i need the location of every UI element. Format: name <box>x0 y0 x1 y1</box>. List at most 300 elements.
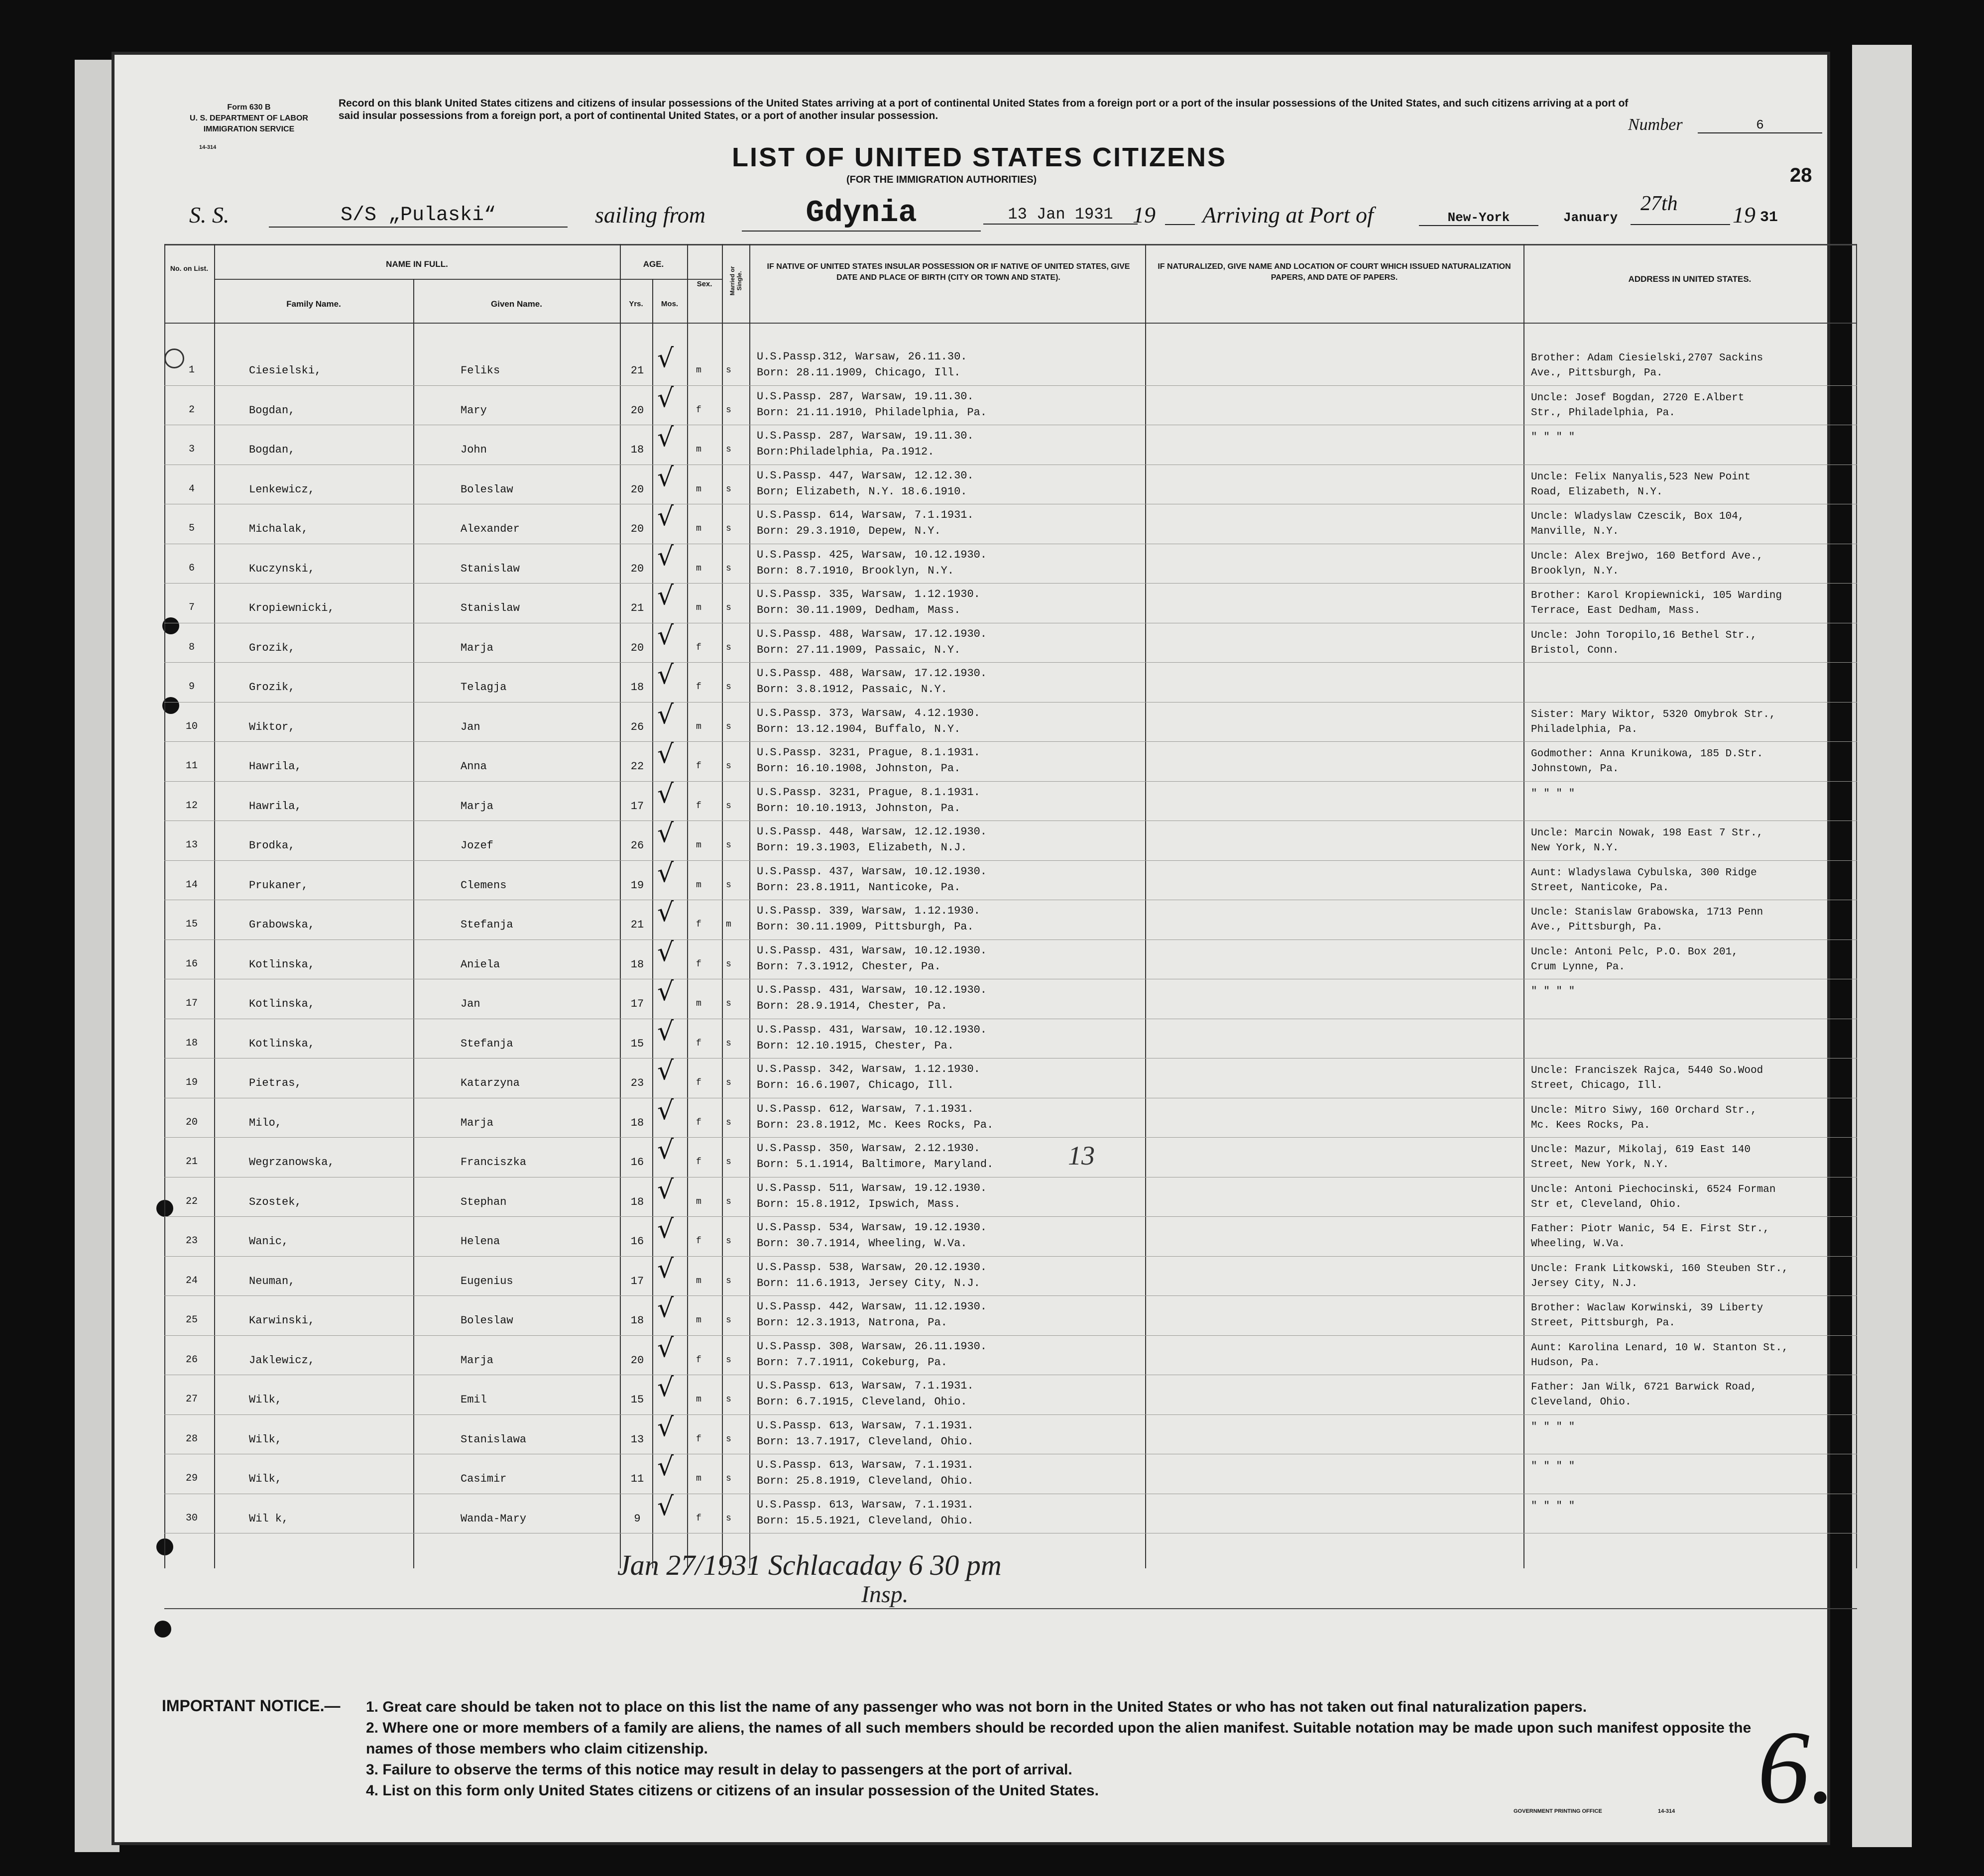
address-line-1: Uncle: Frank Litkowski, 160 Steuben Str., <box>1531 1263 1788 1275</box>
age-years: 18 <box>630 1314 644 1327</box>
birth-info: Born: 13.12.1904, Buffalo, N.Y. <box>757 722 961 735</box>
birth-info: Born: 21.11.1910, Philadelphia, Pa. <box>757 406 987 419</box>
age-years: 20 <box>630 641 644 654</box>
header-years: Yrs. <box>629 300 643 308</box>
arrival-year: 31 <box>1760 209 1778 226</box>
birth-info: Born:Philadelphia, Pa.1912. <box>757 446 934 458</box>
given-name: Marja <box>461 1116 494 1129</box>
page-edge-left <box>75 60 119 1852</box>
sex: m <box>696 524 701 534</box>
marital-status: s <box>726 1315 731 1325</box>
family-name: Lenkewicz, <box>249 483 315 496</box>
row-number: 16 <box>185 958 198 970</box>
given-name: Stanislawa <box>461 1433 527 1446</box>
given-name: Stephan <box>461 1195 507 1208</box>
birth-info: Born: 15.5.1921, Cleveland, Ohio. <box>757 1514 974 1527</box>
marital-status: s <box>726 1434 731 1444</box>
given-name: Katarzyna <box>461 1077 520 1089</box>
age-months-check-mark: √ <box>657 1452 674 1482</box>
age-years: 16 <box>630 1156 644 1169</box>
age-years: 17 <box>630 1275 644 1288</box>
family-name: Kropiewnicki, <box>249 602 335 614</box>
row-number: 7 <box>188 602 195 613</box>
address-line-1: Aunt: Karolina Lenard, 10 W. Stanton St., <box>1531 1342 1788 1354</box>
family-name: Grozik, <box>249 681 295 694</box>
address-line-1: Father: Piotr Wanic, 54 E. First Str., <box>1531 1223 1769 1235</box>
sheet-number-handwritten: 6. <box>1757 1710 1836 1825</box>
row-number: 12 <box>185 800 198 812</box>
sex: m <box>696 1474 701 1484</box>
passport-info: U.S.Passp. 339, Warsaw, 1.12.1930. <box>757 905 980 917</box>
col-line <box>214 244 215 1568</box>
family-name: Jaklewicz, <box>249 1354 315 1367</box>
col-line <box>164 244 165 1568</box>
birth-info: Born: 5.1.1914, Baltimore, Maryland. <box>757 1158 994 1171</box>
family-name: Wilk, <box>249 1394 282 1406</box>
row-number: 3 <box>188 444 195 455</box>
margin-number: 13 <box>1068 1141 1095 1171</box>
given-name: Eugenius <box>461 1275 513 1288</box>
age-years: 18 <box>630 1195 644 1208</box>
address-line-1: Uncle: Antoni Pelc, P.O. Box 201, <box>1531 946 1738 958</box>
table-row-divider <box>164 1216 1857 1217</box>
age-months-check-mark: √ <box>657 462 674 492</box>
passport-info: U.S.Passp. 613, Warsaw, 7.1.1931. <box>757 1498 974 1511</box>
birth-info: Born: 3.8.1912, Passaic, N.Y. <box>757 683 947 696</box>
passport-info: U.S.Passp. 350, Warsaw, 2.12.1930. <box>757 1142 980 1155</box>
marital-status: s <box>726 999 731 1009</box>
passport-info: U.S.Passp. 488, Warsaw, 17.12.1930. <box>757 627 987 640</box>
passport-info: U.S.Passp. 431, Warsaw, 10.12.1930. <box>757 1023 987 1036</box>
page-number: 28 <box>1790 164 1812 186</box>
age-months-check-mark: √ <box>657 779 674 809</box>
age-months-check-mark: √ <box>657 1016 674 1047</box>
table-row-divider <box>164 385 1857 386</box>
row-number: 19 <box>185 1077 198 1088</box>
age-months-check-mark: √ <box>657 937 674 967</box>
birth-info: Born: 28.11.1909, Chicago, Ill. <box>757 366 961 379</box>
age-years: 17 <box>630 800 644 813</box>
given-name: Jan <box>461 720 480 733</box>
sex: m <box>696 445 701 455</box>
age-years: 18 <box>630 681 644 694</box>
marital-status: s <box>726 761 731 771</box>
family-name: Milo, <box>249 1116 282 1129</box>
given-name: Wanda-Mary <box>461 1512 527 1525</box>
age-years: 21 <box>630 919 644 931</box>
notice-divider <box>164 1608 1857 1609</box>
col-line <box>687 244 688 1568</box>
address-line-2: Bristol, Conn. <box>1531 644 1619 656</box>
given-name: Boleslaw <box>461 483 513 496</box>
address-line-2: Street, Nanticoke, Pa. <box>1531 882 1669 894</box>
address-line-1: Brother: Adam Ciesielski,2707 Sackins <box>1531 352 1763 364</box>
page-edge-right <box>1852 45 1912 1847</box>
row-number: 8 <box>188 641 195 653</box>
address-line-2: Hudson, Pa. <box>1531 1357 1600 1369</box>
table-row-divider <box>164 939 1857 940</box>
printer-name: GOVERNMENT PRINTING OFFICE <box>1514 1808 1602 1814</box>
age-months-check-mark: √ <box>657 858 674 888</box>
age-months-check-mark: √ <box>657 1293 674 1323</box>
col-line <box>722 244 723 1568</box>
age-years: 20 <box>630 404 644 417</box>
age-years: 13 <box>630 1433 644 1446</box>
marital-status: s <box>726 840 731 850</box>
age-months-check-mark: √ <box>657 1373 674 1403</box>
table-row-divider <box>164 741 1857 742</box>
marital-status: s <box>726 1513 731 1524</box>
passport-info: U.S.Passp. 431, Warsaw, 10.12.1930. <box>757 944 987 957</box>
form-instructions: Record on this blank United States citizens and citizens of insular possessions of the United States arriving at a port of continental United States from a foreign port or a port of the insular possessions of the United States, and such citizens arriving at a port of said insular possessions from a foreign port, a port of continental United States, or a port of another insular possession. <box>339 98 1629 121</box>
given-name: Franciszka <box>461 1156 527 1169</box>
table-top-border <box>164 244 1857 245</box>
sex: m <box>696 1276 701 1286</box>
row-number: 28 <box>185 1433 198 1445</box>
birth-info: Born: 23.8.1912, Mc. Kees Rocks, Pa. <box>757 1118 994 1131</box>
sex: m <box>696 840 701 850</box>
age-years: 22 <box>630 760 644 773</box>
table-row-divider <box>164 1256 1857 1257</box>
table-row-divider <box>164 860 1857 861</box>
marital-status: s <box>726 721 731 732</box>
age-years: 11 <box>630 1473 644 1485</box>
sex: f <box>696 1157 701 1167</box>
row-number: 29 <box>185 1473 198 1484</box>
row-number: 27 <box>185 1394 198 1405</box>
marital-status: s <box>726 405 731 415</box>
sex: f <box>696 1038 701 1049</box>
age-years: 23 <box>630 1077 644 1089</box>
sex: m <box>696 563 701 574</box>
marital-status: s <box>726 1157 731 1167</box>
age-months-check-mark: √ <box>657 1135 674 1165</box>
address-line-1: Uncle: Wladyslaw Czescik, Box 104, <box>1531 511 1745 522</box>
age-months-check-mark: √ <box>657 1174 674 1205</box>
passport-info: U.S.Passp. 287, Warsaw, 19.11.30. <box>757 390 974 403</box>
row-number: 10 <box>185 720 198 732</box>
table-row-divider <box>164 583 1857 584</box>
row-number: 20 <box>185 1116 198 1128</box>
birth-info: Born: 30.11.1909, Dedham, Mass. <box>757 604 961 616</box>
passport-info: U.S.Passp. 437, Warsaw, 10.12.1930. <box>757 865 987 878</box>
sex: f <box>696 682 701 692</box>
row-number: 22 <box>185 1195 198 1207</box>
given-name: Stefanja <box>461 919 513 931</box>
address-line-1: " " " " <box>1531 986 1575 997</box>
notice-item: 4. List on this form only United States citizens or citizens of an insular possession of the United States. <box>366 1782 1099 1799</box>
row-number: 14 <box>185 879 198 891</box>
family-name: Wanic, <box>249 1235 289 1248</box>
age-years: 20 <box>630 562 644 575</box>
service-name: IMMIGRATION SERVICE <box>203 125 295 133</box>
address-line-1: " " " " <box>1531 1421 1575 1433</box>
address-line-1: " " " " <box>1531 1461 1575 1472</box>
year-blank <box>1165 224 1195 225</box>
address-line-2: Wheeling, W.Va. <box>1531 1238 1626 1250</box>
row-number: 24 <box>185 1275 198 1287</box>
age-months-check-mark: √ <box>657 502 674 532</box>
passport-info: U.S.Passp. 287, Warsaw, 19.11.30. <box>757 430 974 442</box>
sex: f <box>696 1434 701 1444</box>
family-name: Wegrzanowska, <box>249 1156 335 1169</box>
address-line-1: " " " " <box>1531 788 1575 800</box>
passport-info: U.S.Passp. 614, Warsaw, 7.1.1931. <box>757 509 974 521</box>
birth-info: Born: 30.7.1914, Wheeling, W.Va. <box>757 1237 967 1250</box>
address-line-2: Str., Philadelphia, Pa. <box>1531 407 1675 419</box>
given-name: John <box>461 444 487 456</box>
row-number: 21 <box>185 1156 198 1168</box>
header-months: Mos. <box>661 300 679 308</box>
birth-info: Born: 8.7.1910, Brooklyn, N.Y. <box>757 564 954 577</box>
header-given-name: Given Name. <box>491 299 542 309</box>
passport-info: U.S.Passp. 447, Warsaw, 12.12.30. <box>757 469 974 482</box>
birth-info: Born: 16.10.1908, Johnston, Pa. <box>757 762 961 775</box>
given-name: Emil <box>461 1394 487 1406</box>
table-row-divider <box>164 1295 1857 1296</box>
family-name: Bogdan, <box>249 404 295 417</box>
address-line-1: " " " " <box>1531 432 1575 443</box>
arrival-year-prefix: 19 <box>1733 202 1755 228</box>
birth-info: Born: 10.10.1913, Johnston, Pa. <box>757 802 961 815</box>
birth-info: Born: 28.9.1914, Chester, Pa. <box>757 1000 947 1012</box>
age-years: 20 <box>630 523 644 535</box>
marital-status: s <box>726 365 731 375</box>
address-line-2: Cleveland, Ohio. <box>1531 1397 1632 1408</box>
passport-info: U.S.Passp.312, Warsaw, 26.11.30. <box>757 351 967 363</box>
row-number: 15 <box>185 919 198 930</box>
col-line <box>1523 244 1524 1568</box>
notice-item: 3. Failure to observe the terms of this notice may result in delay to passengers at the port of arrival. <box>366 1761 1072 1778</box>
address-line-2: Street, New York, N.Y. <box>1531 1159 1669 1171</box>
address-line-2: Jersey City, N.J. <box>1531 1278 1638 1290</box>
family-name: Michalak, <box>249 523 308 535</box>
birth-info: Born: 12.10.1915, Chester, Pa. <box>757 1039 954 1052</box>
marital-status: s <box>726 880 731 890</box>
family-name: Wiktor, <box>249 720 295 733</box>
age-months-check-mark: √ <box>657 383 674 413</box>
given-name: Marja <box>461 800 494 813</box>
row-number: 25 <box>185 1314 198 1326</box>
marital-status: s <box>726 1474 731 1484</box>
address-line-2: Philadelphia, Pa. <box>1531 723 1638 735</box>
sex: m <box>696 1315 701 1325</box>
marital-status: m <box>726 920 731 930</box>
header-address: ADDRESS IN UNITED STATES. <box>1628 274 1751 284</box>
birth-info: Born: 23.8.1911, Nanticoke, Pa. <box>757 881 961 894</box>
age-years: 21 <box>630 364 644 377</box>
passport-info: U.S.Passp. 342, Warsaw, 1.12.1930. <box>757 1063 980 1075</box>
age-months-check-mark: √ <box>657 898 674 928</box>
age-months-check-mark: √ <box>657 581 674 611</box>
passport-info: U.S.Passp. 534, Warsaw, 19.12.1930. <box>757 1221 987 1234</box>
sex: f <box>696 920 701 930</box>
address-line-1: Uncle: Mazur, Mikolaj, 619 East 140 <box>1531 1144 1751 1156</box>
row-number: 9 <box>188 681 195 693</box>
age-months-check-mark: √ <box>657 541 674 572</box>
header-sex: Sex. <box>697 280 712 288</box>
address-line-2: Street, Chicago, Ill. <box>1531 1080 1663 1091</box>
family-name: Bogdan, <box>249 444 295 456</box>
birth-info: Born: 25.8.1919, Cleveland, Ohio. <box>757 1475 974 1487</box>
passport-info: U.S.Passp. 448, Warsaw, 12.12.1930. <box>757 825 987 838</box>
marital-status: s <box>726 959 731 969</box>
family-name: Ciesielski, <box>249 364 322 377</box>
departure-port: Gdynia <box>742 195 981 232</box>
passport-info: U.S.Passp. 3231, Prague, 8.1.1931. <box>757 746 980 759</box>
address-line-1: Father: Jan Wilk, 6721 Barwick Road, <box>1531 1382 1757 1393</box>
address-line-1: Godmother: Anna Krunikowa, 185 D.Str. <box>1531 748 1763 760</box>
age-years: 20 <box>630 483 644 496</box>
age-years: 15 <box>630 1037 644 1050</box>
birth-info: Born: 7.7.1911, Cokeburg, Pa. <box>757 1356 947 1369</box>
address-line-1: Uncle: Felix Nanyalis,523 New Point <box>1531 471 1751 483</box>
number-value: 6 <box>1698 117 1822 133</box>
marital-status: s <box>726 682 731 692</box>
address-line-2: Street, Pittsburgh, Pa. <box>1531 1317 1675 1329</box>
header-birthplace: IF NATIVE OF UNITED STATES INSULAR POSSESSION OR IF NATIVE OF UNITED STATES, GIVE DATE AND PLACE OF BIRTH (CITY OR TOWN AND STATE). <box>767 262 1130 282</box>
sex: m <box>696 999 701 1009</box>
age-years: 26 <box>630 839 644 852</box>
marital-status: s <box>726 1395 731 1405</box>
family-name: Prukaner, <box>249 879 308 892</box>
family-name: Grozik, <box>249 641 295 654</box>
marital-status: s <box>726 524 731 534</box>
col-line <box>1856 244 1857 1568</box>
age-years: 20 <box>630 1354 644 1367</box>
given-name: Feliks <box>461 364 500 377</box>
col-line <box>749 244 750 1568</box>
age-months-check-mark: √ <box>657 1214 674 1244</box>
department-name: U. S. DEPARTMENT OF LABOR <box>190 114 308 122</box>
sex: m <box>696 365 701 375</box>
marital-status: s <box>726 1236 731 1246</box>
given-name: Alexander <box>461 523 520 535</box>
given-name: Jan <box>461 998 480 1010</box>
sex: m <box>696 484 701 494</box>
sex: f <box>696 642 701 653</box>
given-name: Stanislaw <box>461 562 520 575</box>
notice-item: 2. Where one or more members of a family are aliens, the names of all such members should be recorded upon the alien manifest. Suitable notation may be made upon such manifest opposite the names of those members who claim citizenship. <box>366 1720 1751 1757</box>
address-line-2: Brooklyn, N.Y. <box>1531 565 1619 577</box>
birth-info: Born: 13.7.1917, Cleveland, Ohio. <box>757 1435 974 1448</box>
birth-info: Born: 6.7.1915, Cleveland, Ohio. <box>757 1396 967 1408</box>
header-age: AGE. <box>643 259 664 269</box>
family-name: Kotlinska, <box>249 1037 315 1050</box>
age-years: 18 <box>630 958 644 971</box>
passport-info: U.S.Passp. 308, Warsaw, 26.11.1930. <box>757 1340 987 1353</box>
address-line-1: Uncle: Mitro Siwy, 160 Orchard Str., <box>1531 1104 1757 1116</box>
arrival-month: January <box>1563 210 1618 225</box>
passport-info: U.S.Passp. 511, Warsaw, 19.12.1930. <box>757 1181 987 1194</box>
inspector-signature: Jan 27/1931 Schlacaday 6 30 pm <box>617 1549 1002 1581</box>
family-name: Wil k, <box>249 1512 289 1525</box>
birth-info: Born: 7.3.1912, Chester, Pa. <box>757 960 941 973</box>
age-months-check-mark: √ <box>657 1254 674 1284</box>
header-naturalization: IF NATURALIZED, GIVE NAME AND LOCATION OF COURT WHICH ISSUED NATURALIZATION PAPERS, AND DATE OF PAPERS. <box>1158 262 1511 282</box>
address-line-2: Johnstown, Pa. <box>1531 763 1619 775</box>
given-name: Jozef <box>461 839 494 852</box>
arrival-day: 27th <box>1640 192 1678 215</box>
row-number: 2 <box>188 404 195 416</box>
table-row-divider <box>164 1335 1857 1336</box>
family-name: Wilk, <box>249 1473 282 1485</box>
address-line-1: Sister: Mary Wiktor, 5320 Omybrok Str., <box>1531 708 1776 720</box>
family-name: Karwinski, <box>249 1314 315 1327</box>
marital-status: s <box>726 1078 731 1088</box>
sex: f <box>696 1236 701 1246</box>
passport-info: U.S.Passp. 431, Warsaw, 10.12.1930. <box>757 984 987 996</box>
birth-info: Born: 11.6.1913, Jersey City, N.J. <box>757 1277 980 1290</box>
sex: f <box>696 405 701 415</box>
age-years: 21 <box>630 602 644 614</box>
address-line-1: Aunt: Wladyslawa Cybulska, 300 Ridge <box>1531 867 1757 879</box>
given-name: Marja <box>461 641 494 654</box>
address-line-1: Uncle: Antoni Piechocinski, 6524 Forman <box>1531 1183 1776 1195</box>
row-number: 17 <box>185 998 198 1009</box>
given-name: Casimir <box>461 1473 507 1485</box>
family-name: Szostek, <box>249 1195 302 1208</box>
birth-info: Born: 19.3.1903, Elizabeth, N.J. <box>757 841 967 854</box>
row-number: 30 <box>185 1512 198 1524</box>
family-name: Kotlinska, <box>249 958 315 971</box>
age-months-check-mark: √ <box>657 977 674 1007</box>
given-name: Mary <box>461 404 487 417</box>
age-months-check-mark: √ <box>657 1333 674 1363</box>
arrival-port: New-York <box>1419 210 1538 226</box>
given-name: Stanislaw <box>461 602 520 614</box>
age-months-check-mark: √ <box>657 739 674 769</box>
address-line-1: Brother: Karol Kropiewnicki, 105 Warding <box>1531 590 1782 601</box>
address-line-2: Ave., Pittsburgh, Pa. <box>1531 367 1663 379</box>
family-name: Kotlinska, <box>249 998 315 1010</box>
birth-info: Born: 16.6.1907, Chicago, Ill. <box>757 1079 954 1091</box>
age-years: 19 <box>630 879 644 892</box>
age-months-check-mark: √ <box>657 660 674 690</box>
age-months-check-mark: √ <box>657 423 674 453</box>
form-title: LIST OF UNITED STATES CITIZENS <box>732 142 1227 172</box>
age-years: 18 <box>630 444 644 456</box>
family-name: Hawrila, <box>249 800 302 813</box>
row-number: 23 <box>185 1235 198 1247</box>
table-row-divider <box>164 781 1857 782</box>
address-line-1: Uncle: Alex Brejwo, 160 Betford Ave., <box>1531 550 1763 562</box>
sex: f <box>696 801 701 811</box>
address-line-1: Uncle: Josef Bogdan, 2720 E.Albert <box>1531 392 1745 404</box>
age-months-check-mark: √ <box>657 1412 674 1442</box>
row-number: 26 <box>185 1354 198 1366</box>
departure-date: 13 Jan 1931 <box>983 205 1138 225</box>
age-months-check-mark: √ <box>657 1095 674 1126</box>
family-name: Kuczynski, <box>249 562 315 575</box>
family-name: Grabowska, <box>249 919 315 931</box>
sex: m <box>696 721 701 732</box>
arrival-day-line <box>1631 224 1730 225</box>
ship-name: S/S „Pulaski“ <box>269 204 568 228</box>
birth-info: Born: 27.11.1909, Passaic, N.Y. <box>757 643 961 656</box>
given-name: Telagja <box>461 681 507 694</box>
marital-status: s <box>726 1196 731 1207</box>
passport-info: U.S.Passp. 442, Warsaw, 11.12.1930. <box>757 1300 987 1313</box>
table-row-divider <box>164 702 1857 703</box>
passport-info: U.S.Passp. 425, Warsaw, 10.12.1930. <box>757 548 987 561</box>
birth-info: Born: 30.11.1909, Pittsburgh, Pa. <box>757 921 974 933</box>
age-months-check-mark: √ <box>657 344 674 373</box>
passport-info: U.S.Passp. 335, Warsaw, 1.12.1930. <box>757 588 980 600</box>
notice-items <box>366 1697 1780 1801</box>
number-label: Number <box>1628 116 1683 134</box>
family-name: Pietras, <box>249 1077 302 1089</box>
